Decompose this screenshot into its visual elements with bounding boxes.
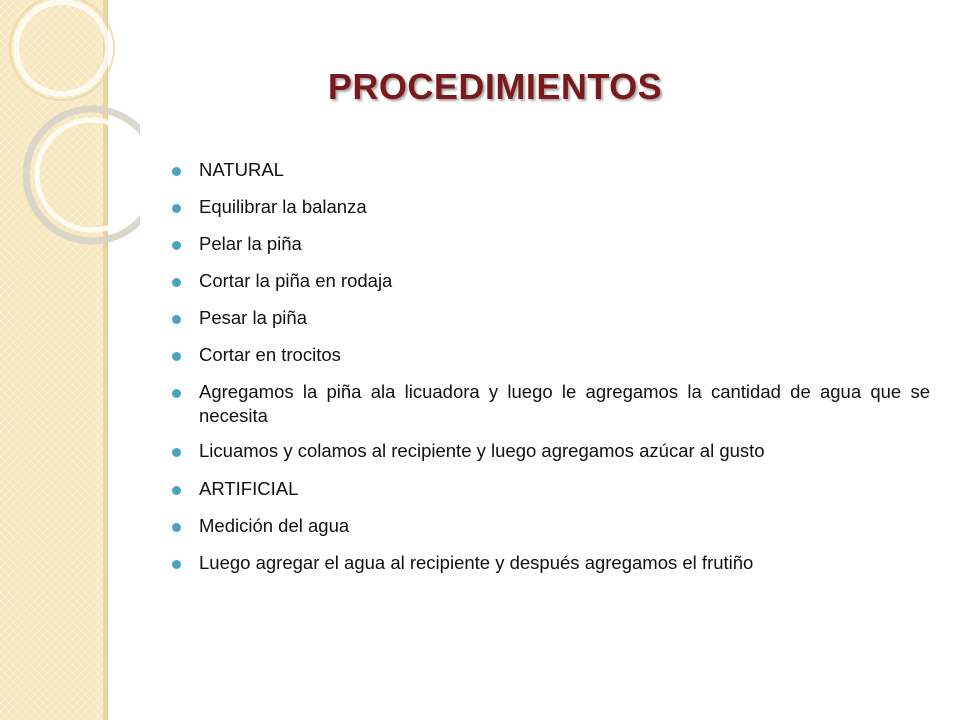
bullet-icon	[172, 204, 181, 213]
list-item	[172, 439, 930, 463]
list-item	[172, 380, 930, 428]
list-item	[172, 158, 930, 182]
list-item-text: Cortar en trocitos	[199, 344, 341, 365]
bullet-icon	[172, 241, 181, 250]
list-item-text: Agregamos la piña ala licuadora y luego le agregamos la cantidad de agua que se necesita	[199, 381, 930, 426]
list-item-text: Cortar la piña en rodaja	[199, 270, 393, 291]
bullet-icon	[172, 352, 181, 361]
list-item-text: Licuamos y colamos al recipiente y luego agregamos azúcar al gusto	[199, 440, 765, 461]
list-item-text: ARTIFICIAL	[199, 478, 299, 499]
bullet-icon	[172, 167, 181, 176]
list-item-text: Equilibrar la balanza	[199, 196, 367, 217]
bullet-icon	[172, 486, 181, 495]
list-item-text: Medición del agua	[199, 515, 350, 536]
list-item-text: NATURAL	[199, 159, 284, 180]
list-item-text: Pelar la piña	[199, 233, 302, 254]
bullet-icon	[172, 389, 181, 398]
bullet-icon	[172, 560, 181, 569]
list-item	[172, 551, 930, 575]
bullet-icon	[172, 448, 181, 457]
list-item-text: Pesar la piña	[199, 307, 307, 328]
bullet-icon	[172, 315, 181, 324]
list-item	[172, 306, 930, 330]
bullet-icon	[172, 523, 181, 532]
decorative-rings	[0, 0, 140, 260]
decorative-ring-bottom-inner	[37, 120, 140, 230]
list-item	[172, 195, 930, 219]
slide-title: PROCEDIMIENTOS	[327, 66, 663, 107]
list-item	[172, 269, 930, 293]
list-item	[172, 514, 930, 538]
list-item-text: Luego agregar el agua al recipiente y después agregamos el frutiño	[199, 552, 754, 573]
list-item	[172, 343, 930, 367]
procedure-list	[172, 158, 930, 588]
list-item	[172, 232, 930, 256]
list-item	[172, 477, 930, 501]
bullet-icon	[172, 278, 181, 287]
